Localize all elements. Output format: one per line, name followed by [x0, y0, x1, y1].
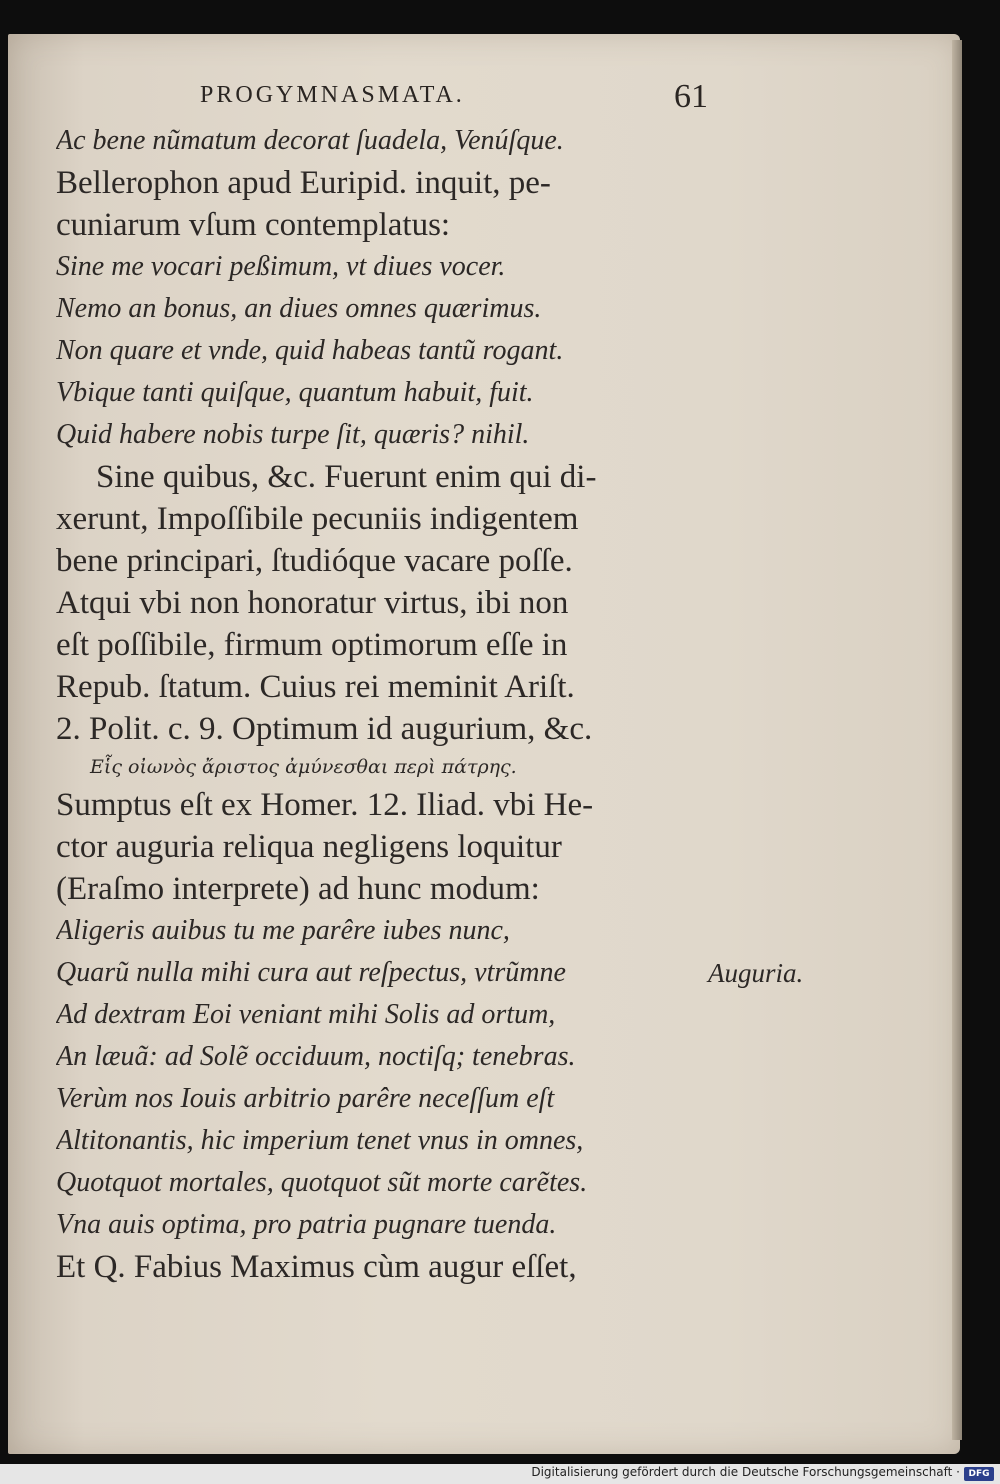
text-line: Ac bene nũmatum decorat ſuadela, Venúſque. [56, 125, 564, 156]
text-line: Vbique tanti quiſque, quantum habuit, fuit. [56, 377, 534, 408]
text-line: Bellerophon apud Euripid. inquit, pe- [56, 165, 551, 201]
text-line: ctor auguria reliqua negligens loquitur [56, 829, 562, 865]
text-line: Quid habere nobis turpe ſit, quæris? nihil. [56, 419, 530, 450]
page-number: 61 [674, 78, 708, 115]
text-line: (Eraſmo interprete) ad hunc modum: [56, 871, 540, 907]
funding-credit: Digitalisierung gefördert durch die Deutsche Forschungsgemeinschaft · [531, 1465, 960, 1479]
marginal-note: Auguria. [708, 958, 804, 988]
text-line: xerunt, Impoſſibile pecuniis indigentem [56, 501, 579, 537]
page-edge [952, 40, 962, 1440]
text-line: Repub. ſtatum. Cuius rei meminit Ariſt. [56, 669, 575, 705]
text-line: Nemo an bonus, an diues omnes quærimus. [56, 293, 542, 324]
verse-line: Verùm nos Iouis arbitrio parêre neceſſum eſt [56, 1083, 555, 1114]
text-line: Sine quibus, &c. Fuerunt enim qui di- [96, 459, 597, 495]
greek-quote-line: Εἷς οἰωνὸς ἄριστος ἀμύνεσθαι περὶ πάτρης. [90, 756, 517, 778]
verse-line: Aligeris auibus tu me parêre iubes nunc, [56, 915, 510, 946]
dfg-logo-icon: DFG [964, 1467, 994, 1481]
text-line: Non quare et vnde, quid habeas tantũ rogant. [56, 335, 564, 366]
text-line: Sumptus eſt ex Homer. 12. Iliad. vbi He- [56, 787, 594, 823]
text-line: cuniarum vſum contemplatus: [56, 207, 451, 243]
verse-line: Quotquot mortales, quotquot sũt morte carẽtes. [56, 1167, 588, 1198]
text-line: Atqui vbi non honoratur virtus, ibi non [56, 585, 569, 621]
text-line: 2. Polit. c. 9. Optimum id augurium, &c. [56, 711, 593, 747]
running-head: PROGYMNASMATA. [200, 82, 465, 108]
body-text [56, 120, 716, 1288]
verse-line: Altitonantis, hic imperium tenet vnus in omnes, [56, 1125, 584, 1156]
text-line: bene principari, ſtudióque vacare poſſe. [56, 543, 573, 579]
text-line: eſt poſſibile, firmum optimorum eſſe in [56, 627, 568, 663]
text-line: Et Q. Fabius Maximus cùm augur eſſet, [56, 1249, 577, 1285]
page-header [200, 78, 720, 118]
verse-line: Ad dextram Eoi veniant mihi Solis ad ortum, [56, 999, 556, 1030]
text-line: Sine me vocari peßimum, vt diues vocer. [56, 251, 506, 282]
verse-line: An læuã: ad Solẽ occiduum, noctiſq; tenebras. [56, 1041, 576, 1072]
verse-line: Vna auis optima, pro patria pugnare tuenda. [56, 1209, 557, 1240]
verse-line: Quarũ nulla mihi cura aut reſpectus, vtrũmne [56, 957, 566, 988]
digitization-footer [0, 1464, 1000, 1484]
